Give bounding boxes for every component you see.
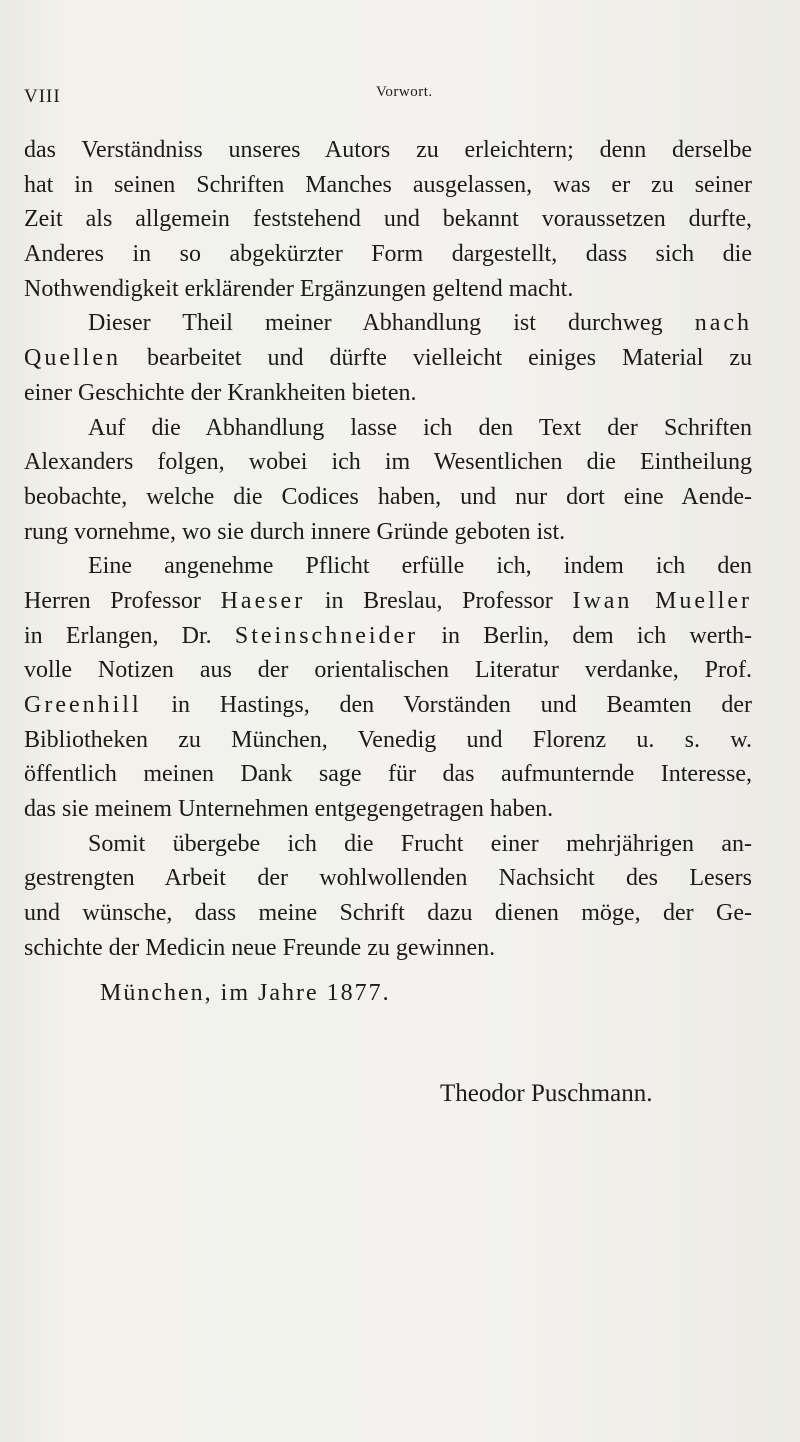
text-line: gestrengten Arbeit der wohlwollenden Nachsicht des Lesers (24, 865, 752, 892)
text-line: Auf die Abhandlung lasse ich den Text der Schriften (88, 414, 752, 441)
text-line: Somit übergebe ich die Frucht einer mehrjährigen an- (88, 830, 752, 857)
text-fragment: in Hastings, den Vorständen und Beamten der (171, 692, 753, 718)
text-line: beobachte, welche die Codices haben, und nur dort eine Aende- (24, 483, 752, 510)
text-fragment: in Erlangen, Dr. (24, 622, 212, 649)
text-line: hat in seinen Schriften Manches ausgelassen, was er zu seiner (24, 171, 752, 198)
text-line: volle Notizen aus der orientalischen Literatur verdanke, Prof. (24, 657, 752, 684)
author-signature: Theodor Puschmann. (440, 1080, 653, 1107)
text-line: schichte der Medicin neue Freunde zu gewinnen. (24, 934, 496, 961)
text-line (24, 619, 752, 654)
text-line: das sie meinem Unternehmen entgegengetragen haben. (24, 796, 554, 823)
text-line: Eine angenehme Pflicht erfülle ich, indem ich den (88, 553, 752, 580)
text-line: einer Geschichte der Krankheiten bieten. (24, 379, 417, 406)
spaced-text: Iwan Mueller (572, 587, 753, 614)
text-fragment: in Breslau, Professor (324, 587, 553, 614)
text-line: rung vornehme, wo sie durch innere Gründe geboten ist. (24, 518, 566, 545)
text-line: Nothwendigkeit erklärender Ergänzungen geltend macht. (24, 275, 574, 302)
running-head: Vorwort. (376, 84, 433, 100)
text-line: Alexanders folgen, wobei ich im Wesentlichen die Eintheilung (24, 449, 752, 476)
text-line: Bibliotheken zu München, Venedig und Florenz u. s. w. (24, 726, 752, 753)
text-fragment: Herren Professor (24, 587, 201, 614)
spaced-text: nach (694, 310, 752, 337)
text-line: Anderes in so abgekürzter Form dargestellt, dass sich die (24, 241, 752, 268)
text-fragment: in Berlin, dem ich werth- (441, 622, 753, 649)
spaced-text: Haeser (220, 587, 306, 614)
text-line (24, 584, 752, 619)
text-fragment: Dieser Theil meiner Abhandlung ist durchweg (88, 310, 663, 337)
place-date: München, im Jahre 1877. (100, 980, 391, 1006)
spaced-text: Greenhill (24, 692, 142, 718)
page-number: VIII (24, 86, 61, 107)
text-line (24, 688, 752, 723)
body-text (24, 133, 752, 966)
text-line: das Verständniss unseres Autors zu erleichtern; denn derselbe (24, 137, 752, 163)
text-line (24, 341, 752, 376)
text-line: öffentlich meinen Dank sage für das aufmunternde Interesse, (24, 761, 752, 788)
text-line: Zeit als allgemein feststehend und bekannt voraussetzen durfte, (24, 206, 752, 233)
page-header (24, 86, 764, 116)
text-fragment: bearbeitet und dürfte vielleicht einiges Material zu (146, 345, 752, 372)
spaced-text: Steinschneider (234, 622, 419, 649)
text-line (24, 306, 752, 341)
text-line: und wünsche, dass meine Schrift dazu dienen möge, der Ge- (24, 900, 752, 927)
spaced-text: Quellen (24, 345, 121, 372)
